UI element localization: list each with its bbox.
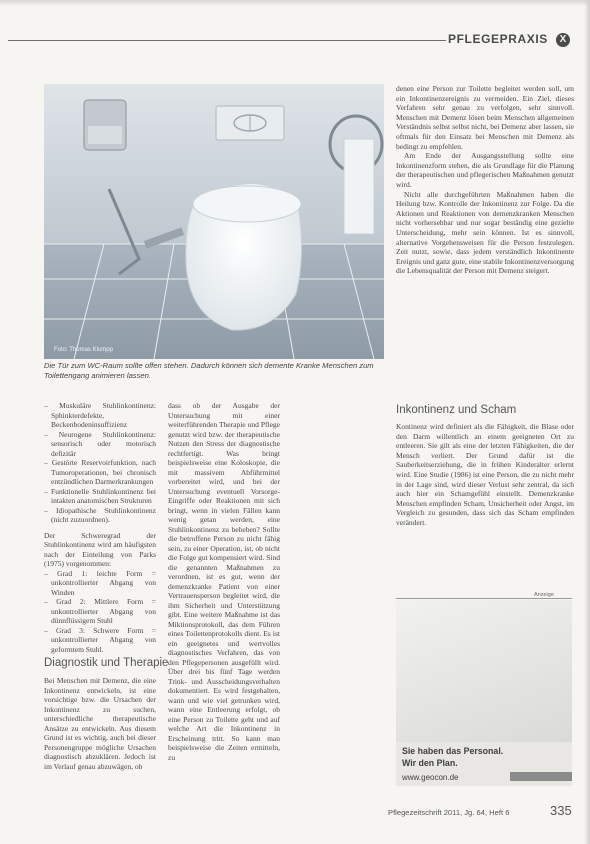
page-number: 335 xyxy=(550,803,572,818)
list-item: – Grad 1: leichte Form = unkontrollierter Abgang von Winden xyxy=(44,568,156,597)
list-item: – Idiopathische Stuhlinkontinenz (nicht zuzuordnen). xyxy=(44,505,156,524)
ad-headline-2: Wir den Plan. xyxy=(402,758,458,768)
paragraph: Nicht alle durchgeführten Maßnahmen haben die Heilung bzw. Kontrolle der Inkontinenz zur Folge. Da die Aktionen und Reaktionen von demenzkranken Menschen nicht vorhersehbar und nur sogar beständig eine gezielte Unterscheidung, mehr sein können. Ist es sinnvoll, alternative Vorgehensweisen für die Person festzulegen. Zeit nutzt, sowie, dass jedem verständlich Inkontinente Ereignis und ganz gute, eine stabile Inkontinenzversorgung die Lebensqualität der Person mit Demenz steigert. xyxy=(396,189,574,276)
right-column-top xyxy=(396,84,574,276)
ad-url-link[interactable]: www.geocon.de xyxy=(402,773,459,782)
list-item: – Muskuläre Stuhlinkontinenz: Sphinkterdefekte, Beckenbodeninsuffizienz xyxy=(44,401,156,429)
left-column xyxy=(44,401,156,654)
journal-citation: Pflegezeitschrift 2011, Jg. 64, Heft 6 xyxy=(388,808,510,817)
list-item: – Neurogene Stuhlinkontinenz: sensorisch oder motorisch defizitär xyxy=(44,429,156,458)
photo-caption: Die Tür zum WC-Raum sollte offen stehen. Dadurch können sich demente Kranke Menschen zum Toilettengang animieren lassen. xyxy=(44,361,374,380)
list-item: – Grad 2: Mittlere Form = unkontrollierter Abgang von dünnflüssigem Stuhl xyxy=(44,597,156,625)
paragraph: dass ob der Ausgabe der Untersuchung mit einer weiterführenden Therapie und Pflege genutzt wird bzw. der therapeutische Nutzen den Stress der diagnostische rechtfertigt. Was bringt beispielsweise eine Koloskopie, die mit massivem Abführmittel vorbereitet wird, und bei der Untersuchung eventuell Vorsorge-Eingriffe oder Reaktionen mit sich bringt, wenn in vielen Fällen kann wenig getan werden, eine Stuhlinkontinenz zu beheben? Sollte die betroffene Person zu nicht fähig sein, zu einer Operation, ist, ob nicht die Folge gut kompensiert wird. Sind die genannten Maßnahmen zu verordnen, ist es gut, wenn der demenzkranke Patient von einer Vertrauensperson begleitet wird, die ihm Sicherheit und Unterstützung gibt. Eine weitere Maßnahme ist das Miktionsprotokoll, das dem Führen eines Toilettenprotokolls dient. Es ist ein geeignetes und wertvolles diagnostisches Verfahren, das von den Pflegepersonen ausgefüllt wird. Über drei bis fünf Tage werden Trink- und Ausscheidungsverhalten dokumentiert. Es wird festgehalten, wann und wie viel getrunken wird, wann eine Entleerung erfolgt, ob eine Person zu Toilette geht und auf welche Art die Inkontinenz in Erscheinung tritt. So kann man beispielsweise die Zeiten ermitteln, zu xyxy=(168,401,280,762)
left-column-bottom xyxy=(44,676,156,771)
paragraph: Am Ende der Ausgangsstellung sollte eine Inkontinenzform stehen, die als Grundlage für die Planung der therapeutischen und pflegerischen Maßnahmen genutzt wird. xyxy=(396,151,574,189)
list-item: – Gestörte Reservoirfunktion, nach Tumoroperationen, bei chronisch entzündlichen Darmerkrankungen xyxy=(44,458,156,486)
scan-edge-top xyxy=(0,0,590,6)
right-column-bottom xyxy=(396,422,574,528)
subheading-incontinence-shame: Inkontinenz und Scham xyxy=(396,404,517,416)
ad-image xyxy=(396,600,572,742)
list-item: – Grad 3: Schwere Form = unkontrollierter Abgang von geformtem Stuhl. xyxy=(44,625,156,654)
article-photo xyxy=(44,84,384,359)
ad-accent-bar xyxy=(510,772,572,781)
list-item: – Funktionelle Stuhlinkontinenz bei intakten anatomischen Strukturen xyxy=(44,486,156,505)
paragraph: denen eine Person zur Toilette begleitet werden soll, um ein Inkontinenzereignis zu vermeiden. Ein Ziel, dieses Verfahren sehr genau zu verfolgen, sehr sinnvoll. Menschen mit Demenz lösen beim Menschen allgemeinen Verständnis selbst selbst nicht, bei Demenz aber lassen, sie oftmals für den Einsatz bei Menschen mit Demenz als bedingt zu empfehlen. xyxy=(396,84,574,151)
middle-column xyxy=(168,401,280,762)
ad-headline-1: Sie haben das Personal. xyxy=(402,746,504,756)
scan-edge-right xyxy=(584,0,590,844)
ad-rule xyxy=(396,598,572,599)
advertisement[interactable] xyxy=(396,600,572,786)
paragraph: Kontinenz wird definiert als die Fähigkeit, die Blase oder den Darm willentlich an einem geeigneten Ort zu entleeren. Sie gilt als eine der letzten Fähigkeiten, die der Mensch verliert. Der Grund dafür ist die Sauberkeitserziehung, die in frühen Kinderalter erlernt wird. Eine Studie (1986) ist eine Person, die zu nicht mehr in der Lage sind, wird dieser Verlust sehr zentral, da sich auch hier ein Schamgefühl einstellt. Demenzkranke Menschen empfinden Scham, Unsicherheit oder Angst, im Vergleich zu gesunden, dass sich das Scham empfinden verändert. xyxy=(396,422,574,527)
section-title: PFLEGEPRAXIS xyxy=(448,32,548,46)
ad-label: Anzeige xyxy=(534,592,554,598)
toilet-photo-illustration xyxy=(44,84,384,359)
header-rule xyxy=(8,40,446,41)
paragraph: Bei Menschen mit Demenz, die eine Inkontinenz entwickeln, ist eine vorsichtige bzw. die Ursachen der Inkontinenz zu suchen, unterschiedliche therapeutische Ansätze zu entwickeln. Aus diesem Grund ist es wichtig, auch bei dieser Personengruppe mögliche Ursachen diagnostisch abzuklären. Jedoch ist im Verlauf genau abzuwägen, ob xyxy=(44,676,156,771)
paragraph: Der Schweregrad der Stuhlinkontinenz wird am häufigsten nach der Einteilung von Parks (1975) vorgenommen: xyxy=(44,530,156,568)
section-logo-icon: X xyxy=(556,33,570,47)
photo-credit: Foto: Thomas Klumpp xyxy=(54,347,113,353)
subheading-diagnostics: Diagnostik und Therapie xyxy=(44,657,169,669)
